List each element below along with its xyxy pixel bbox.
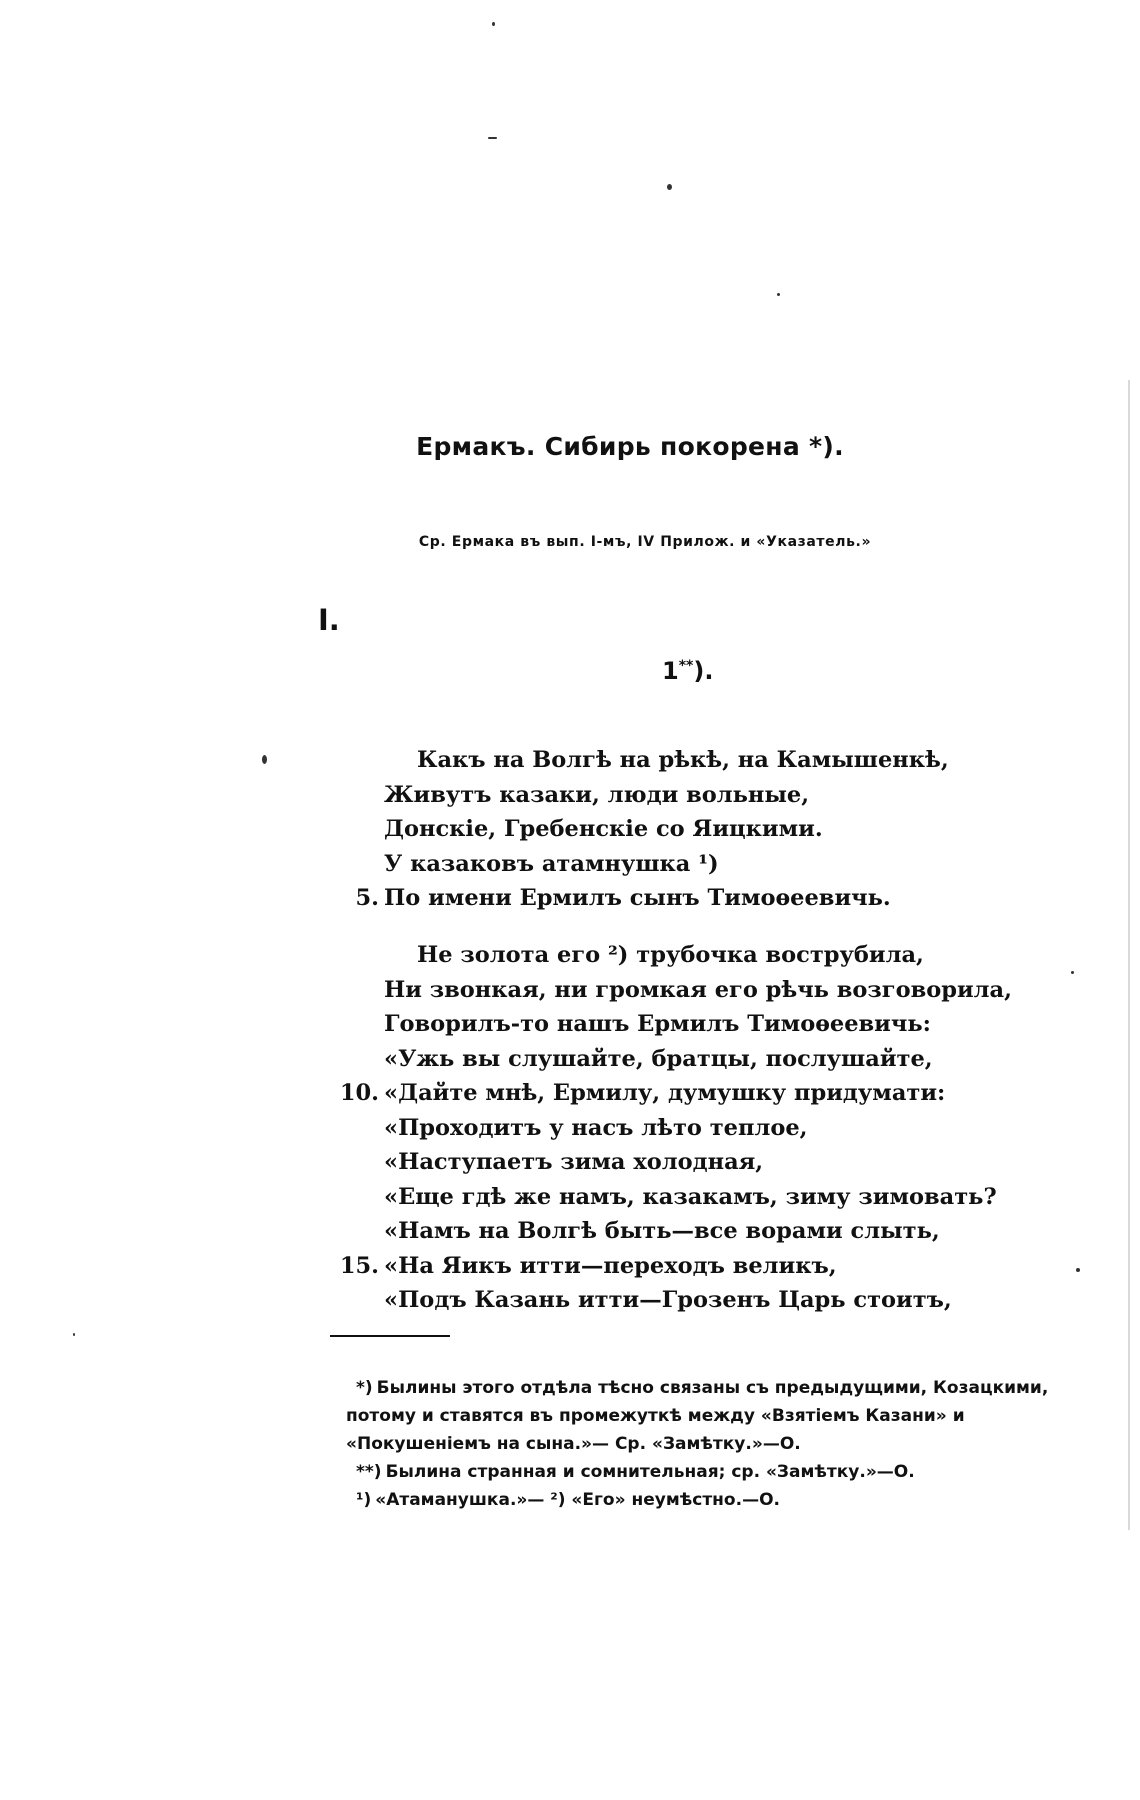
verse-line [384,1111,1024,1146]
footnote-text: «Атаманушка.»— ²) «Его» неумѣстно.—О. [375,1490,780,1510]
verse-line [384,1042,1024,1077]
verse-text: «На Яикъ итти—переходъ великъ, [384,1252,837,1279]
cross-reference: Ср. Ермака въ вып. I-мъ, IV Прилож. и «Указатель.» [418,534,872,550]
verse-line [384,743,1024,778]
poem-number [662,657,713,685]
verse-line [384,1283,1024,1318]
verse-line [355,881,1024,916]
stanza-2 [339,938,1024,1318]
footnote-mark: **) [356,1462,382,1482]
stanza-1 [355,743,1024,916]
print-speck [667,184,672,190]
verse-text: «Проходитъ у насъ лѣто теплое, [384,1114,808,1141]
print-speck [777,293,780,296]
verse-text: Ни звонкая, ни громкая его рѣчь возговорила, [384,976,1012,1003]
poem-number-suffix: ). [693,657,714,685]
section-number: I. [318,603,340,637]
verse-line [384,778,1024,813]
footnote-text: Былины этого отдѣла тѣсно связаны съ предыдущими, Козацкими, потому и ставятся въ промежуткѣ между «Взятіемъ Казани» и «Покушеніемъ на сына.»— Ср. «Замѣтку.»—О. [346,1378,1049,1454]
verse-text: Говорилъ-то нашъ Ермилъ Тимоѳеевичь: [384,1011,931,1037]
footnote-mark: ¹) [356,1490,372,1510]
verse-text: Не золота его ²) трубочка вострубила, [417,942,924,968]
verse-line [339,1249,1024,1284]
footnote-mark: *) [356,1378,373,1398]
verse-line [384,1214,1024,1249]
line-number: 15. [339,1252,379,1279]
print-speck [73,1333,75,1336]
page-title: Ермакъ. Сибирь покорена *). [416,432,844,461]
verse-text: Какъ на Волгѣ на рѣкѣ, на Камышенкѣ, [417,747,949,773]
footnote-text: Былина странная и сомнительная; ср. «Замѣтку.»—О. [385,1462,915,1482]
line-number: 5. [355,885,379,911]
print-speck [1076,1268,1080,1272]
verse-line [384,847,1024,882]
verse-text: «Намъ на Волгѣ быть—все ворами слыть, [384,1218,940,1244]
poem-number-value: 1 [662,657,679,685]
verse-text: «Дайте мнѣ, Ермилу, думушку придумати: [384,1080,946,1106]
verse-line [384,1145,1024,1180]
verse-line [384,1007,1024,1042]
verse-text: «Еще гдѣ же намъ, казакамъ, зиму зимовать? [384,1183,997,1210]
verse-text: «Ужь вы слушайте, братцы, послушайте, [384,1045,933,1072]
poem-footnote-mark: ** [678,658,694,674]
print-speck [262,755,267,764]
footnote [346,1374,1086,1458]
verse-line [384,812,1024,847]
verse-line [339,1076,1024,1111]
footnote [346,1486,1086,1514]
footnotes [346,1374,1086,1514]
print-speck [492,22,495,26]
print-speck [488,137,497,139]
verse-line [384,973,1024,1008]
footnote [346,1458,1086,1486]
print-speck [1071,971,1074,974]
verse-text: Живутъ казаки, люди вольные, [384,781,810,808]
page-edge-shadow [1128,380,1130,1530]
verse-text: У казаковъ атамнушка ¹) [384,850,719,877]
line-number: 10. [339,1080,379,1106]
verse-line [384,1180,1024,1215]
verse-text: «Наступаетъ зима холодная, [384,1149,764,1175]
verse-text: По имени Ермилъ сынъ Тимоѳеевичь. [384,885,891,911]
verse-line [384,938,1024,973]
verse-text: Донскіе, Гребенскіе со Яицкими. [384,816,823,842]
footnote-divider [330,1335,450,1337]
verse-text: «Подъ Казань итти—Грозенъ Царь стоитъ, [384,1287,952,1313]
